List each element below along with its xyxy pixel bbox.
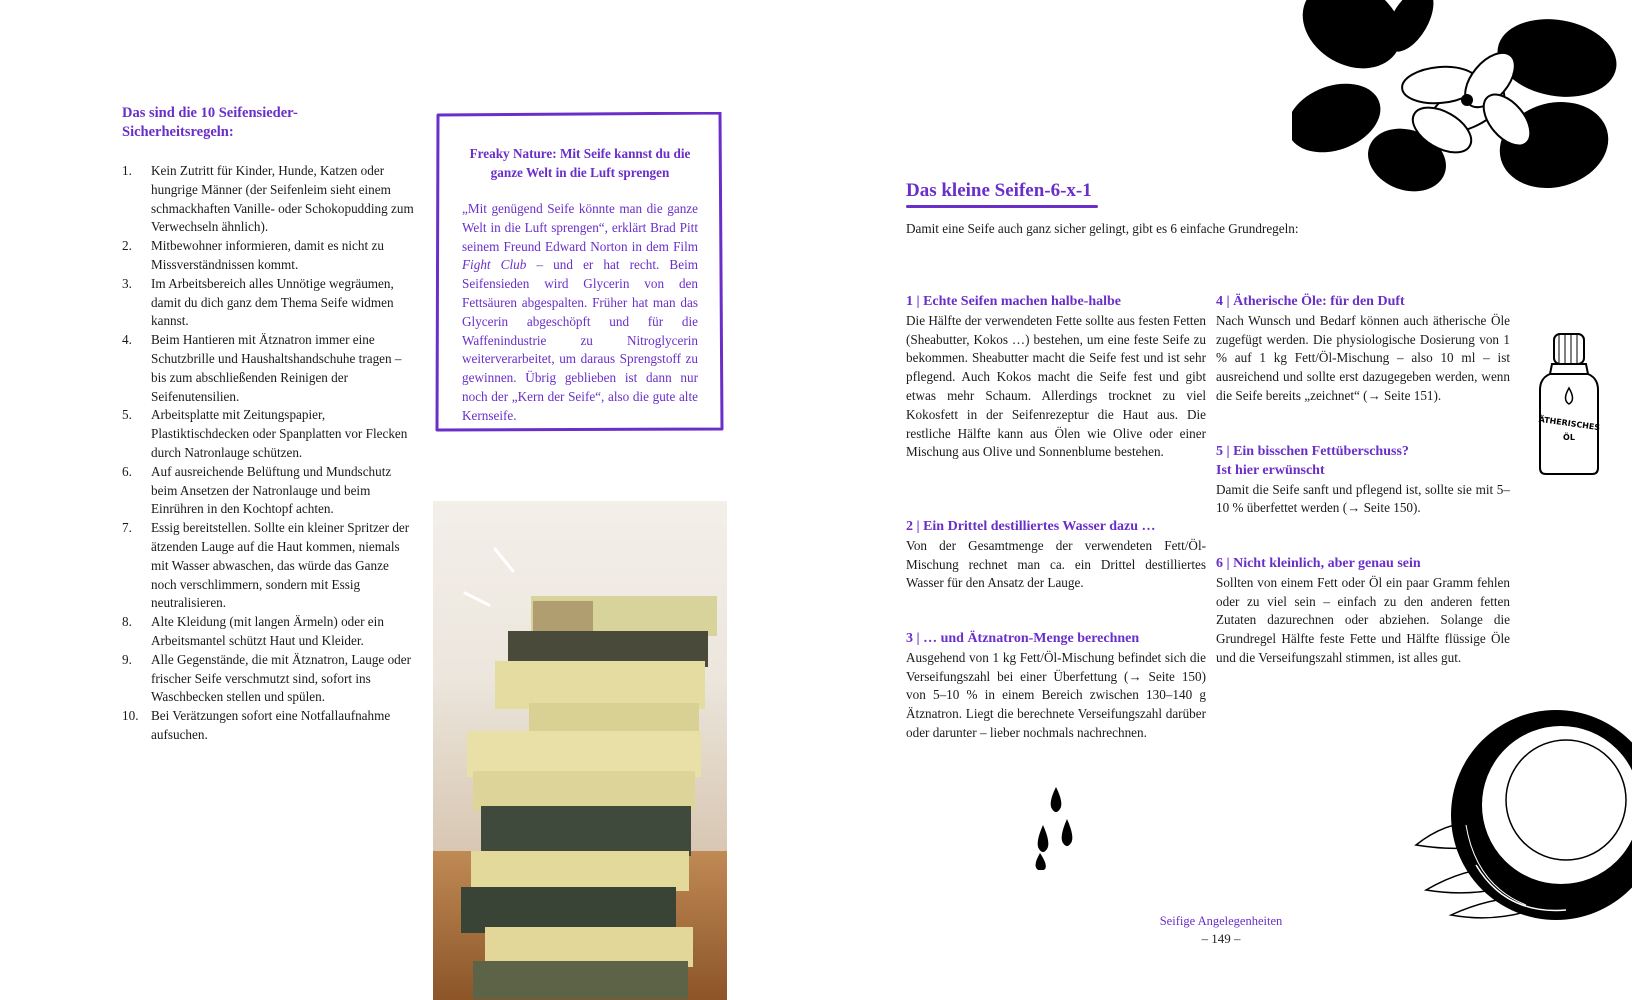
footer-section-title: Seifige Angelegenheiten [1159,914,1283,928]
rule-block-3 [906,630,1206,743]
list-item: 8. Alte Kleidung (mit langen Ärmeln) oder ein Arbeitsmantel schützt Haut und Kleider. [122,614,384,648]
intro-text: Damit eine Seife auch ganz sicher gelingt, gibt es 6 einfache Grundregeln: [906,221,1299,236]
right-page [816,0,1632,1000]
bottle-label-line-1: ÄTHERISCHES [1538,414,1601,433]
water-drops-icon [1032,785,1082,870]
list-item: 6. Auf ausreichende Belüftung und Mundschutz beim Ansetzen der Natronlauge und beim Einrühren in den Kochtopf achten. [122,463,392,517]
rule-text: Von der Gesamtmenge der verwendeten Fett/Öl-Mischung rechnet man ca. ein Drittel destilliertes Wasser für den Ansatz der Lauge. [906,537,1206,591]
rule-heading: 4 | Ätherische Öle: für den Duft [1216,294,1405,309]
rules-title: Das sind die 10 Seifensieder-Sicherheitsregeln: [122,105,298,140]
rule-block-1 [906,293,1206,462]
list-item: 3. Im Arbeitsbereich alles Unnötige wegräumen, damit du dich ganz dem Thema Seife widmen kannst. [122,275,394,329]
safety-rules-list [122,162,414,745]
rule-text: Nach Wunsch und Bedarf können auch ätherische Öle zugefügt werden. Die physiologische Dosierung von 1 % auf 1 kg Fett/Öl-Mischung – also 10 ml – ist ausreichend und sollte erst dazugegeben werden, wenn die Seife bereits „zeichnet“ (→ Seite 151). [1216,312,1510,403]
coconut-illustration [1406,705,1632,930]
section-title: Das kleine Seifen-6-x-1 [906,180,1092,201]
rule-block-2 [906,518,1206,593]
film-title: Fight Club [462,257,527,273]
list-item: 2. Mitbewohner informieren, damit es nicht zu Missverständnissen kommt. [122,238,384,272]
flower-illustration [1292,0,1622,215]
rule-text: Sollten von einem Fett oder Öl ein paar Gramm fehlen oder zu viel sein – einfach zu den anderen fetten Zutaten dazurechnen oder abziehen. Solange die Grundregel Hälfte feste Fette und Hälfte flüssige Öle und die Verseifungszahl stimmen, ist alles gut. [1216,574,1510,665]
rule-heading: 2 | Ein Drittel destilliertes Wasser dazu … [906,519,1156,534]
title-underline [906,205,1098,208]
freaky-box-title: Freaky Nature: Mit Seife kannst du die ganze Welt in die Luft sprengen [469,146,691,180]
list-item: 4. Beim Hantieren mit Ätznatron immer eine Schutzbrille und Haushaltshandschuhe tragen – bis zum abschließenden Reinigen der Seifenutensilien. [122,332,402,404]
soap-stack-photo [433,501,727,1000]
rule-heading: 3 | … und Ätznatron-Menge berechnen [906,631,1140,646]
bottle-label-line-2: ÖL [1563,433,1575,442]
rule-text: Die Hälfte der verwendeten Fette sollte aus festen Fetten (Sheabutter, Kokos …) bestehen, um eine feste Seife zu bekommen. Sheabutter macht die Seife fest und ist sehr pflegend. Auch Kokos macht die Seife fest und gibt etwas mehr Schaum. Allerdings trocknet zu viel Kokosfett in der Seifenrezeptur die Haut aus. Die restliche Hälfte kann aus Ölen wie Olive oder einer Mischung aus Olive und Sonnenblume bestehen. [906,312,1206,460]
rule-text: Damit die Seife sanft und pflegend ist, sollte sie mit 5–10 % überfettet werden (→ Seite 150). [1216,481,1510,516]
soap-stack-illustration [433,501,727,1000]
page-footer [1096,912,1346,948]
rule-heading: 1 | Echte Seifen machen halbe-halbe [906,294,1122,309]
list-item: 10. Bei Verätzungen sofort eine Notfallaufnahme aufsuchen. [122,708,391,742]
rule-text: Ausgehend von 1 kg Fett/Öl-Mischung befindet sich die Verseifungszahl bei einer Überfettung (→ Seite 150) von 5–10 % in einem Bereich zwischen 130–140 g Ätznatron. Liegt die berechnete Verseifungszahl darüber oder darunter – lieber nochmals nachrechnen. [906,649,1206,740]
rule-heading: 6 | Nicht kleinlich, aber genau sein [1216,556,1421,571]
rule-block-6 [1216,555,1510,668]
list-item: 7. Essig bereitstellen. Sollte ein kleiner Spritzer der ätzenden Lauge auf die Haut kommen, niemals mit Wasser abwaschen, das würde das Ganze noch verschlimmern, sondern mit Essig neutralisieren. [122,520,410,611]
page-number: – 149 – [1201,931,1241,946]
list-item: 9. Alle Gegenstände, die mit Ätznatron, Lauge oder frischer Seife verschmutzt sind, sofort ins Waschbecken stellen und spülen. [122,651,411,705]
rule-block-5 [1216,443,1510,518]
list-item: 1. Kein Zutritt für Kinder, Hunde, Katzen oder hungrige Männer (der Seifenleim sieht einem schmackhaften Vanille- oder Schokopudding zum Verwechseln ähnlich). [122,163,414,235]
oil-bottle-illustration [1534,330,1604,478]
freaky-box-text: „Mit genügend Seife könnte man die ganze Welt in die Luft sprengen“, erklärt Brad Pitt seinem Freund Edward Norton in dem Film Fight Club – und er hat recht. Beim Seifensieden wird Glycerin von den Fettsäuren abgespalten. Früher hat man das Glycerin abgeschöpft und für die Waffenindustrie zu Nitroglycerin weiterverarbeitet, um daraus Sprengstoff zu gewinnen. Übrig geblieben ist dann nur noch der „Kern der Seife“, also die gute alte Kernseife. [462,201,698,423]
list-item: 5. Arbeitsplatte mit Zeitungspapier, Plastiktischdecken oder Spanplatten vor Flecken durch Natronlauge schützen. [122,407,408,460]
freaky-nature-box [434,112,724,432]
rule-block-4 [1216,293,1510,406]
rule-heading: 5 | Ein bisschen Fettüberschuss? Ist hier erwünscht [1216,444,1409,478]
